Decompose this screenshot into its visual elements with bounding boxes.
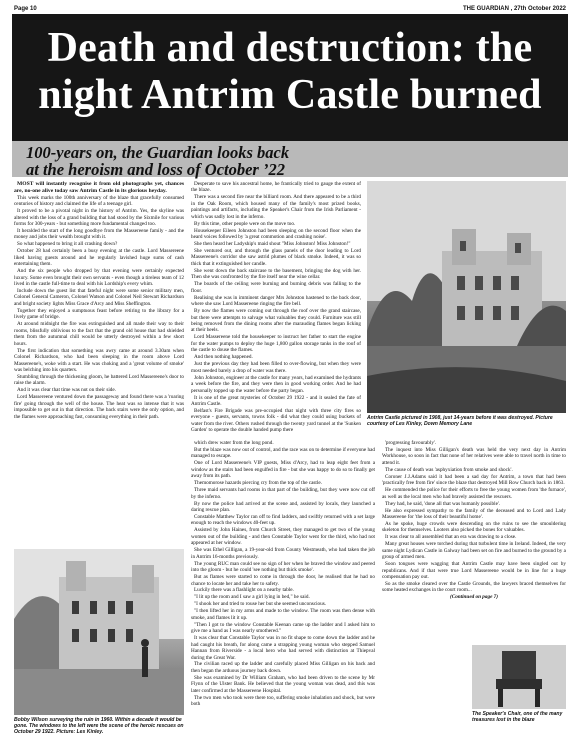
page-number: Page 10: [14, 6, 37, 12]
article-paragraph: She ventured out, and through the glass panels of the door leading to Lord Massereene's corridor she saw astrid plumes of black smoke. Indeed, it was so thick that it extinguished her candle.: [191, 248, 361, 267]
article-paragraph: And then nothing happened.: [194, 354, 253, 361]
article-paragraph: Just the previous day they had been filled to over-flowing, but when they were most needed barely a drop of water was there.: [191, 361, 361, 374]
article-paragraph: She then heard her Ladyship's maid shout "Miss Johnston! Miss Johnston!": [194, 241, 351, 248]
standfirst-line-2: at the heroism and loss of October ’22: [26, 160, 285, 179]
article-paragraph: Desperate to save his ancestral home, he frantically tried to gauge the extent of the blaze.: [191, 181, 361, 194]
article-paragraph: It proved to be a pivotal night in the history of Antrim. Yes, the skyline was altered with the loss of a grand building that had stood by the Sixmile for various forms for 300-years - but something more fundamental changed too.: [14, 208, 184, 227]
article-paragraph: Soon tongues were wagging that Antrim Castle may have been singled out by republicans. And if that were true Lord Massereene would be in line for a huge compensation pay out.: [382, 561, 566, 581]
chair-illustration: [472, 645, 566, 709]
article-paragraph: Belfast's Fire Brigade was pre-occupied that night with three city fires so everyone - guests, servants, towns folk - did what they could using buckets of water from the river. Others rushed through the twenty yard tunnel at the 'Sunken Garden' to operate the double handed pump there: [191, 407, 361, 434]
article-paragraph: Lord Massereene told the housekeeper to instruct her father to start the engine for the water pumps to deploy the huge 1,800 gallon storage tanks in the roof of the castle to douse the flames.: [191, 334, 361, 354]
article-paragraph: As he spoke, huge crowds were descending on the ruins to see the smouldering skeleton for themselves. Looters also picked the bones for valuables.: [382, 520, 566, 534]
article-paragraph: She went down the back staircase to the basement, bringing the dog with her. Then she was confronted by the fire itself near the wine cellar.: [191, 267, 361, 281]
article-paragraph: "I then lifted her in my arms and made to the window. The room was then dense with smoke, and flames lit it up.: [191, 608, 375, 621]
antrim-castle-photo: [367, 181, 566, 413]
article-paragraph: She was Ethel Gilligan, a 19-year-old from County Westmeath, who had taken the job in Antrim 16-months previously.: [191, 547, 375, 560]
article-paragraph: It was clear that Constable Taylor was in no fit shape to come down the ladder and he had caught his breath, for along came a strapping young woman who stepped Samuel Hannan from Riverside - a local hero who had served with distinction at Thiepval during the Great War.: [191, 635, 375, 661]
article-paragraph: Housekeeper Eileen Johnston had been sleeping on the second floor when the heard voices followed by 'a great commotion and crashing noise'.: [191, 227, 361, 241]
article-paragraph: The civilian raced up the ladder and carefully placed Miss Gilligan on his back and then began the arduous journey back down.: [191, 661, 375, 674]
article-paragraph: "I shook her and tried to rouse her but she seemed unconscious.: [194, 601, 327, 608]
article-paragraph: But the blaze was now out of control, and the race was on to determine if everyone had managed to escape.: [191, 446, 375, 460]
article-paragraph: Lord Massereene ventured down the passageway and found there was a 'roaring fire' going through the well of the house. The heat was so intense that it was impossible to get out in that direction. The back stairs were the only option, and the flames were approaching fast, consuming everything in their path.: [14, 394, 184, 420]
standfirst-line-1: 100-years on, the Guardian looks back: [26, 143, 290, 162]
article-paragraph: This week marks the 100th anniversary of the blaze that gracefully consumed centuries of history and claimed the life of a teenage girl.: [14, 194, 184, 208]
article-paragraph: One of Lord Massereene's VIP guests, Miss d'Arcy, had to leap eight feet from a window as the stairs had been engulfed in fire - but she was happy to do so to finally get away from its path.: [191, 460, 375, 480]
article-paragraph: Many great houses were torched during that turbulent time in Ireland. Indeed, the very same night Lydican Castle in Galway had been set on fire and burned to the ground by a group of armed men.: [382, 541, 566, 561]
page-header-bar: [14, 4, 566, 14]
article-paragraph: Include down the guest list that fateful night were some senior military men, Colonel General Cameron, Colonel Watson and Colonel Neil Stewart Richardson and bright society lights Miss Grace d'Arcy and Miss Sheffington.: [14, 288, 184, 307]
article-paragraph: The first indication that something was awry came at around 3.30am when Colonel Richardson, who had been sleeping in the room above Lord Massereene's, woke with a start. He was choking and a 'great volume of smoke' was belching into his quarters.: [14, 347, 184, 373]
article-paragraph: Stumbling through the thickening gloom, he battered Lord Massereene's door to raise the alarm.: [14, 373, 184, 387]
article-paragraph: At around midnight the fire was extinguished and all made their way to their rooms, blissfully oblivious to the fact that the grand old house that had shielded them from the autumnal chill would be utterly destroyed within a few short hours.: [14, 321, 184, 347]
article-column-4: [382, 440, 566, 640]
article-paragraph: which drew water from the long pond.: [194, 440, 274, 446]
headline-banner: [12, 14, 568, 141]
article-paragraph: Three maid servants had rooms in that part of the building, but they were now cut off by the inferno.: [191, 487, 375, 500]
headline: [12, 14, 568, 119]
article-paragraph: He commended the police for their efforts to free the young women from 'the furnace', as well as the local men who had bravely assisted the rescuers.: [382, 487, 566, 500]
article-paragraph: It was clear to all assembled that an era was drawing to a close.: [385, 534, 517, 541]
article-paragraph: The boards of the ceiling were burning and burning debris was falling to the floor.: [191, 281, 361, 294]
ruin-illustration: [14, 549, 184, 715]
article-paragraph: October 28 had certainly been a busy evening at the castle. Lord Massereene liked having guests around and he regularly lavished huge sums of cash entertaining them.: [14, 248, 184, 268]
caption-ruin-photo: Bobby Wilson surveying the ruin in 1960. Within a decade it would be gone. The windows to the left were the scene of the heroic rescues on October 29 1922. Picture: Les Kinley.: [14, 717, 184, 736]
article-paragraph: It heralded the start of the long goodbye from the Massereene family - and the money and jobs their wealth brought with it.: [14, 227, 184, 241]
headline-line-1: Death and destruction: the: [47, 25, 533, 71]
standfirst-box: [12, 141, 568, 177]
article-paragraph: Assisted by John Haines, from Church Street, they managed to get two of the young women out of the building - and then Constable Taylor went for the third, who had not appeared at her window.: [191, 527, 375, 547]
article-paragraph: MOST will instantly recognise it from old photographs yet, chances are, no-one alive today saw Antrim Castle in its glorious heyday.: [14, 181, 184, 194]
article-paragraph: By this time, other people were on the move too.: [194, 220, 296, 227]
article-paragraph: Themomorose hazards piercing cry from the top of the castle.: [194, 480, 322, 487]
article-paragraph: Luckily there was a flashlight on a nearby table.: [194, 587, 294, 594]
article-paragraph: The inquest into Miss Gilligan's death was held the very next day in Antrim Workhouse, so soon in fact that none of her relatives were able to travel north in time to attend it.: [382, 446, 566, 466]
article-paragraph: The two men who took were there too, suffering smoke inhalation and shock, but were both: [191, 694, 375, 707]
article-paragraph: And it was clear that time was not on their side.: [17, 387, 116, 394]
article-paragraph: He also expressed sympathy to the family of the deceased and to Lord and Lady Massereene for 'the loss of their beautiful home'.: [382, 507, 566, 520]
article-paragraph: It is one of the great mysteries of October 29 1922 - and it sealed the fate of Antrim Castle.: [191, 394, 361, 407]
article-paragraph: There was a second fire near the billiard room. And there appeared to be a third in the Oak Room, which housed many of the family's most prized books, paintings and artifacts, including the Speaker's Chair from the Irish Parliament - which was sadly lost in the inferno.: [191, 194, 361, 220]
standfirst: [12, 141, 568, 178]
article-paragraph: Coroner J.J.Adams said it had been a sad day for Antrim, a town that had been 'practically free from fire' since the blaze that destroyed Mill Row Church back in 1863.: [382, 473, 566, 487]
article-column-1: [14, 181, 184, 543]
article-paragraph: The cause of death was 'asphyxiation from smoke and shock'.: [385, 466, 513, 473]
article-paragraph: And the six people who dropped by that evening were certainly expected luxury. Some even brought their own servants - even though a tireless team of 12 lived in the castle full-time to deal with his Lordship's every whim.: [14, 268, 184, 288]
article-paragraph: So as the smoke cleared over the Castle Grounds, the lawyers braced themselves for some heated exchanges in the court room...: [382, 581, 566, 594]
article-paragraph: 'progressing favourably'.: [385, 440, 437, 446]
castle-illustration: [367, 181, 566, 413]
article-paragraph: By now the flames were coming out through the roof over the grand staircase, but there were attempts to salvage what valuables they could. Furniture was still being removed from the dining rooms after the marauding flames began licking at their heels.: [191, 308, 361, 334]
article-paragraph: Realising she was in imminent danger Mrs Johnston hastened to the back door, where she saw Lord Massereene ringing the fire bell.: [191, 294, 361, 308]
article-paragraph: Together they enjoyed a sumptuous feast before retiring to the library for a lively game of bridge.: [14, 307, 184, 321]
article-paragraph: "I lit up the room and I saw a girl lying in bed," he said.: [194, 594, 310, 601]
article-paragraph: By now the police had arrived at the scene and, assisted by locals, they launched a daring rescue plan.: [191, 500, 375, 514]
masthead-date: THE GUARDIAN , 27th October 2022: [462, 6, 566, 12]
ruin-photo: [14, 549, 184, 715]
article-paragraph: She was examined by Dr William Graham, who had been driven to the scene by Mr Flynn of the Ulster Bank. He believed that the young woman was dead, and this was later confirmed at the Massereene Hospital.: [191, 674, 375, 694]
article-paragraph: John Johnston, engineer at the castle for many years, had examined the hydrants a week before the fire, and they were then in good working order. And he had personally topped up the water before the party began.: [191, 374, 361, 394]
caption-castle-photo: Antrim Castle pictured in 1908, just 14-years before it was destroyed. Picture courtesy of Les Kinley, Down Memory Lane: [367, 415, 553, 428]
headline-line-2: night Antrim Castle burned: [38, 72, 542, 118]
continued-note: (Continued on page 7): [450, 594, 498, 601]
caption-chair-photo: The Speaker's Chair, one of the many treasures lost in the blaze: [472, 711, 563, 724]
article-paragraph: They had, he said, 'done all that was humanly possible'.: [385, 500, 501, 507]
article-paragraph: So what happened to bring it all crashing down?: [17, 241, 118, 248]
article-paragraph: "Then I got to the window Constable Keenan came up the ladder and I asked him to give me a hand as I was nearly smothered.": [191, 621, 375, 635]
speakers-chair-photo: [472, 645, 566, 709]
article-paragraph: The young RUC man could see no sign of her when he braved the window and peered into the gloom - but he could 'see nothing but thick smoke'.: [191, 560, 375, 574]
article-column-3: [191, 440, 375, 707]
article-paragraph: Constable Matthew Taylor ran off to find ladders, and swiftly returned with a set large enough to reach the windows 40-feet up.: [191, 513, 375, 527]
article-paragraph: But as flames were started to come in through the door, he realised that he had no chance to locate her and take her to safety.: [191, 574, 375, 587]
